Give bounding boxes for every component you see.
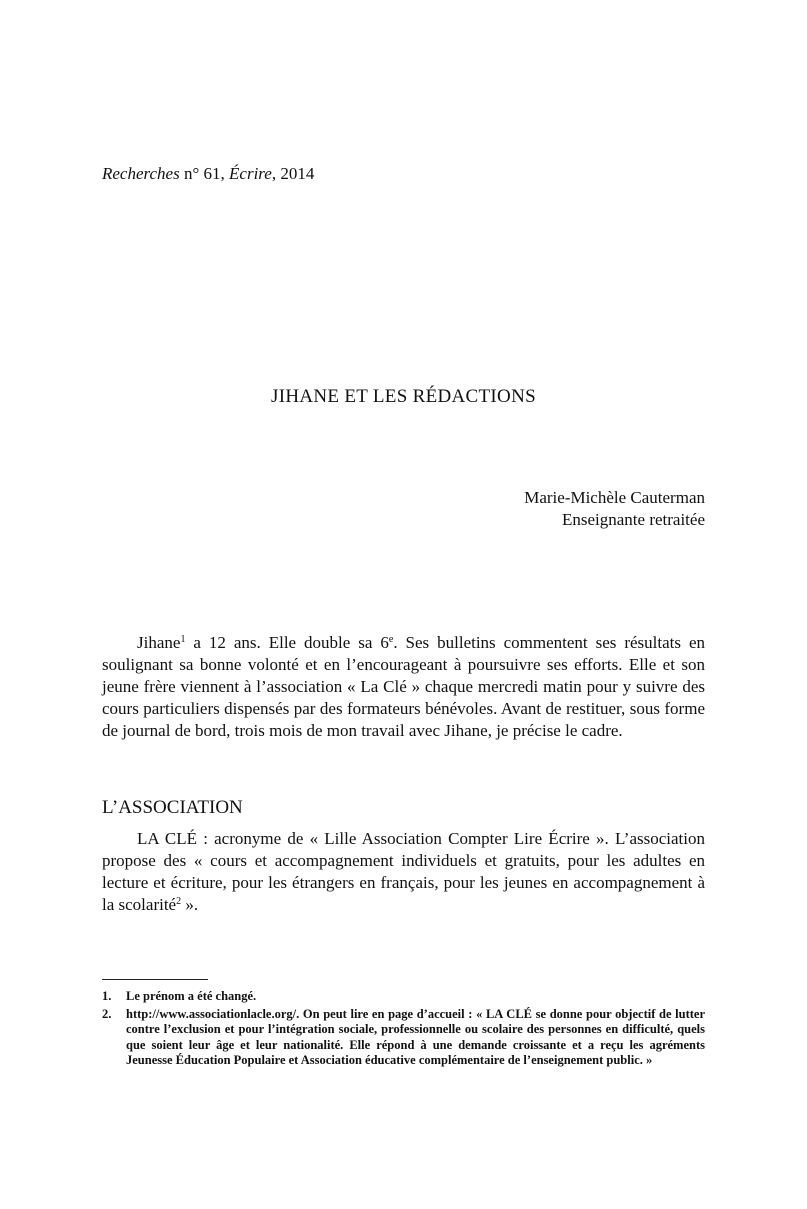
footnote-ref-1[interactable]: 1 <box>180 634 186 645</box>
journal-theme: Écrire <box>229 164 272 183</box>
footnote-number: 2. <box>102 1006 112 1021</box>
author-name: Marie-Michèle Cauterman <box>524 488 705 507</box>
section-heading: L’ASSOCIATION <box>102 797 243 818</box>
footnote-divider <box>102 979 208 980</box>
footnote-text: http://www.associationlacle.org/. On peut lire en page d’accueil : « LA CLÉ se donne pour objectif de lutter contre l’exclusion et pour l’intégration sociale, professionnelle ou scolaire des personnes en difficulté, quels que soient leur âge et leur nationalité. Elle répond à une demande croissante et a reçu les agréments Jeunesse Éducation Populaire et Association éducative complémentaire de l’enseignement public. » <box>126 1006 705 1067</box>
footnote-ref-2[interactable]: 2 <box>176 896 182 907</box>
intro-text-a: a 12 ans. Elle double sa 6 <box>185 633 389 652</box>
author-role: Enseignante retraitée <box>561 510 705 529</box>
grade-superscript: e <box>388 634 394 645</box>
association-paragraph <box>102 828 705 916</box>
journal-issue: n° 61, <box>179 164 230 183</box>
journal-year: , 2014 <box>271 164 315 183</box>
intro-paragraph <box>102 632 705 742</box>
article-title: JIHANE ET LES RÉDACTIONS <box>271 386 536 407</box>
journal-name: Recherches <box>102 164 180 183</box>
footnote-number: 1. <box>102 989 112 1003</box>
intro-text-b: . Ses bulletins commentent ses résultats en soulignant sa bonne volonté et en l’encourageant à poursuivre ses efforts. Elle et son jeune frère viennent à l’association « La Clé » chaque mercredi matin pour y suivre des cours particuliers dispensés par des formateurs bénévoles. Avant de restituer, sous forme de journal de bord, trois mois de mon travail avec Jihane, je précise le cadre. <box>102 633 705 740</box>
association-text-a: LA CLÉ : acronyme de « Lille Association Compter Lire Écrire ». L’association propose des « cours et accompagnement individuels et gratuits, pour les adultes en lecture et écriture, pour les étrangers en français, pour les jeunes en accompagnement à la scolarité <box>102 829 705 914</box>
intro-name: Jihane <box>137 633 181 652</box>
footnote-item <box>102 989 705 1005</box>
footnote-text: Le prénom a été changé. <box>126 989 257 1003</box>
association-text-b: ». <box>181 895 199 914</box>
author-block <box>524 487 705 531</box>
journal-reference <box>102 163 314 185</box>
footnotes-list <box>102 989 705 1071</box>
footnote-item <box>102 1007 705 1069</box>
